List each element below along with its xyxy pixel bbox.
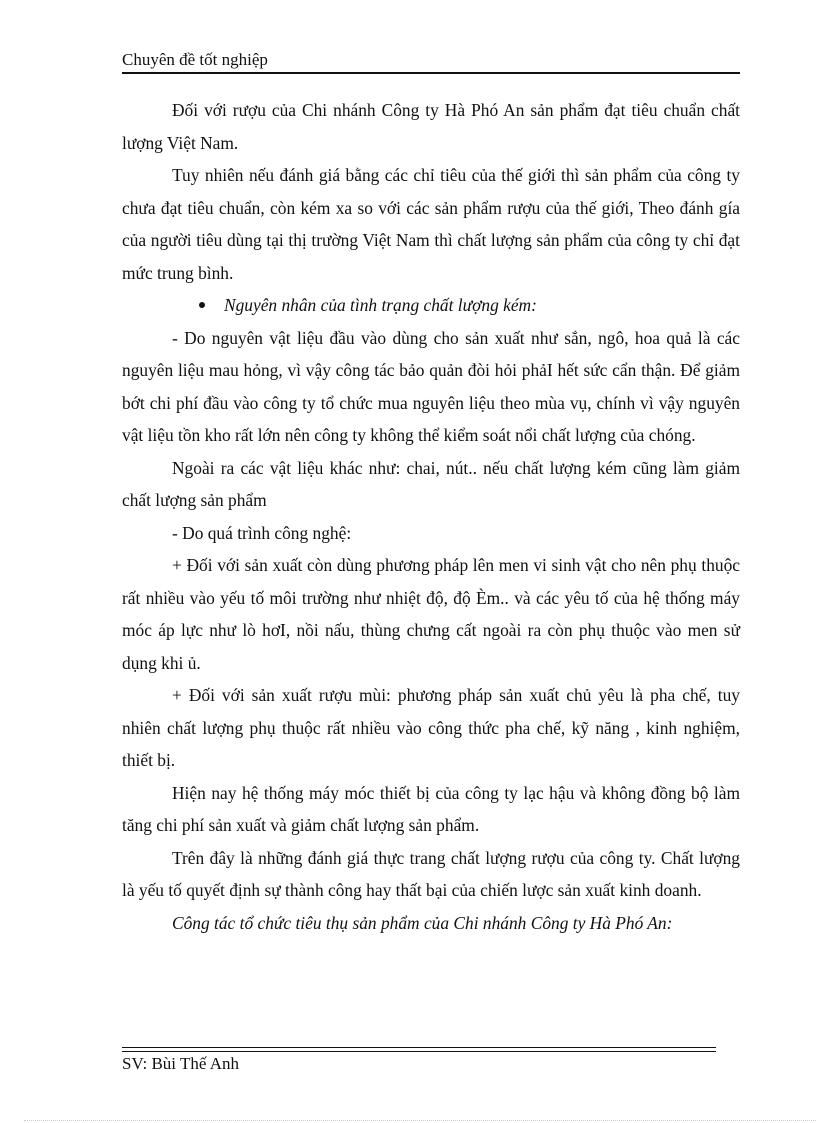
- document-body: [122, 94, 740, 939]
- paragraph-world-comparison: Tuy nhiên nếu đánh giá bằng các chỉ tiêu của thế giới thì sản phẩm của công ty chưa đạt tiêu chuẩn, còn kém xa so với các sản phẩm rượu của thế giới, Theo đánh gía của người tiêu dùng tại thị trường Việt Nam thì chất lượng sản phẩm của công ty chỉ đạt mức trung bình.: [122, 165, 740, 283]
- paragraph-equipment: Hiện nay hệ thống máy móc thiết bị của công ty lạc hậu và không đồng bộ làm tăng chi phí sản xuất và giảm chất lượng sản phẩm.: [122, 782, 740, 835]
- bullet-causes-text: Nguyên nhân của tình trạng chất lượng kém:: [224, 295, 537, 315]
- paragraph-summary: Trên đây là những đánh giá thực trang chất lượng rượu của công ty. Chất lượng là yếu tố quyết định sự thành công hay thất bại của chiến lược sản xuất kinh doanh.: [122, 847, 740, 900]
- paragraph-sales-heading: Công tác tổ chức tiêu thụ sản phẩm của Chi nhánh Công ty Hà Phó An:: [172, 912, 673, 933]
- paragraph-other-materials: Ngoài ra các vật liệu khác như: chai, nút.. nếu chất lượng kém cũng làm giảm chất lượng sản phẩm: [122, 457, 740, 510]
- paragraph-raw-materials: - Do nguyên vật liệu đầu vào dùng cho sản xuất như sắn, ngô, hoa quả là các nguyên liệu mau hỏng, vì vậy công tác bảo quản đòi hỏi phảI hết sức cẩn thận. Để giảm bớt chi phí đầu vào công ty tổ chức mua nguyên liệu theo mùa vụ, chính vì vậy nguyên vật liệu tồn kho rất lớn nên công ty không thể kiểm soát nổi chất lượng của chóng.: [122, 327, 740, 445]
- bullet-dot-icon: [199, 302, 205, 308]
- page-bottom-edge: [24, 1120, 816, 1121]
- bullet-causes: [122, 289, 740, 322]
- header-title: Chuyên đề tốt nghiệp: [122, 50, 268, 69]
- footer-author: SV: Bùi Thế Anh: [122, 1054, 239, 1073]
- paragraph-quality-standard: Đối với rượu của Chi nhánh Công ty Hà Phó An sản phẩm đạt tiêu chuẩn chất lượng Việt Nam.: [122, 100, 740, 153]
- footer-divider: [122, 1047, 716, 1052]
- paragraph-technology-process: - Do quá trình công nghệ:: [172, 522, 352, 543]
- paragraph-fermentation: + Đối với sản xuất còn dùng phương pháp lên men vi sinh vật cho nên phụ thuộc rất nhiều vào yếu tố môi trường như nhiệt độ, độ Èm.. và các yêu tố của hệ thống máy móc áp lực như lò hơI, nồi nấu, thùng chưng cất ngoài ra còn phụ thuộc vào men sử dụng khi ủ.: [122, 555, 740, 673]
- paragraph-liqueur: + Đối với sản xuất rượu mùi: phương pháp sản xuất chủ yêu là pha chế, tuy nhiên chất lượng phụ thuộc rất nhiều vào công thức pha chế, kỹ năng , kinh nghiệm, thiết bị.: [122, 685, 740, 770]
- page-header: [122, 48, 740, 74]
